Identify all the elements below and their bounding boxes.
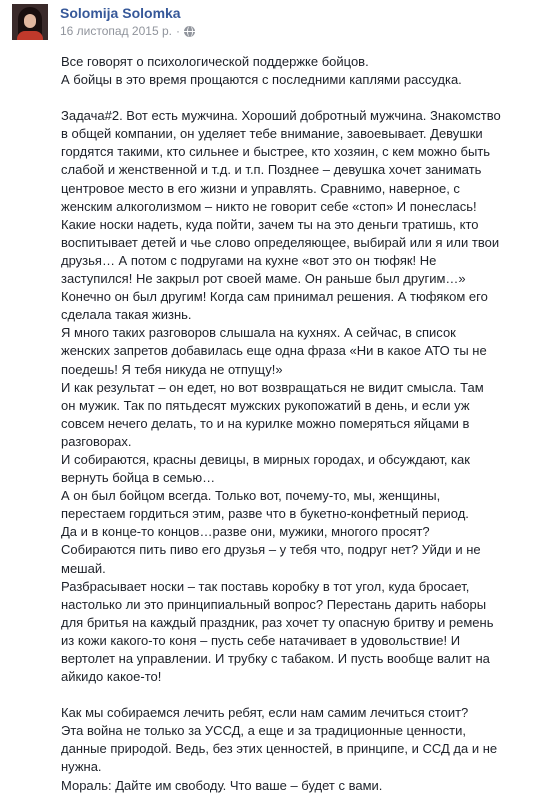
meta-separator: · (175, 24, 180, 38)
post-meta (60, 24, 195, 38)
globe-icon[interactable] (184, 26, 195, 37)
author-name[interactable]: Solomija Solomka (60, 5, 181, 21)
post-paragraph-2: Задача#2. Вот есть мужчина. Хороший добротный мужчина. Знакомство в общей компании, он уделяет тебе внимание, завоевывает. Девушки гордятся такими, кто сильнее и быстрее, кто хозяин, с кем можно быть слабой и женственной и т.д. и т.п. Позднее – девушка хочет занимать центровое место в его жизни и управлять. Сравнимо, наверное, с женским алкоголизмом – никто не говорит себе «стоп» И понеслась! Какие носки надеть, куда пойти, зачем ты на это деньги тратишь, кто воспитывает детей и чье слово определяющее, выбирай или я или твои друзья… А потом с подругами на кухне «вот это он тюфяк! Не заступился! Не закрыл рот своей маме. Он раньше был другим…» Конечно он был другим! Когда сам принимал решения. А тюфяком его сделала такая жизнь. Я много таких разговоров слышала на кухнях. А сейчас, в список женских запретов добавилась еще одна фраза «Ни в какое АТО ты не поедешь! Я тебя никуда не отпущу!» И как результат – он едет, но вот возвращаться не видит смысла. Там он мужик. Так по пятьдесят мужских рукопожатий в день, и если уж совсем нечего делать, то и на курилке можно померяться яйцами в разговорах. И собираются, красны девицы, в мирных городах, и обсуждают, как вернуть бойца в семью… А он был бойцом всегда. Только вот, почему-то, мы, женщины, перестаем гордиться этим, разве что в букетно-конфетный период. Да и в конце-то концов…разве они, мужики, многого просят? Собираются пить пиво его друзья – у тебя что, подруг нет? Уйди и не мешай. Разбрасывает носки – так поставь коробку в тот угол, куда бросает, настолько ли это принципиальный вопрос? Перестань дарить наборы для бритья на каждый праздник, раз хочет ту опасную бритву и ремень из кожи какого-то коня – пусть себе натачивает в удовольствие! И вертолет на управлении. И трубку с табаком. И пусть вообще валит на айкидо какое-то! (61, 108, 501, 685)
post-date[interactable]: 16 листопад 2015 р. (60, 24, 172, 38)
avatar-shirt (17, 31, 43, 40)
avatar-face (24, 14, 36, 28)
post-paragraph-3: Как мы собираемся лечить ребят, если нам самим лечиться стоит? Эта война не только за УССД, а еще и за традиционные ценности, данные природой. Ведь, без этих ценностей, в принципе, и ССД да и не нужна. Мораль: Дайте им свободу. Что ваше – будет с вами. (61, 705, 498, 793)
post-body (61, 53, 501, 795)
avatar[interactable] (12, 4, 48, 40)
post-paragraph-1: Все говорят о психологической поддержке бойцов. А бойцы в это время прощаются с последними каплями рассудка. (61, 54, 462, 88)
post-header (12, 4, 548, 40)
